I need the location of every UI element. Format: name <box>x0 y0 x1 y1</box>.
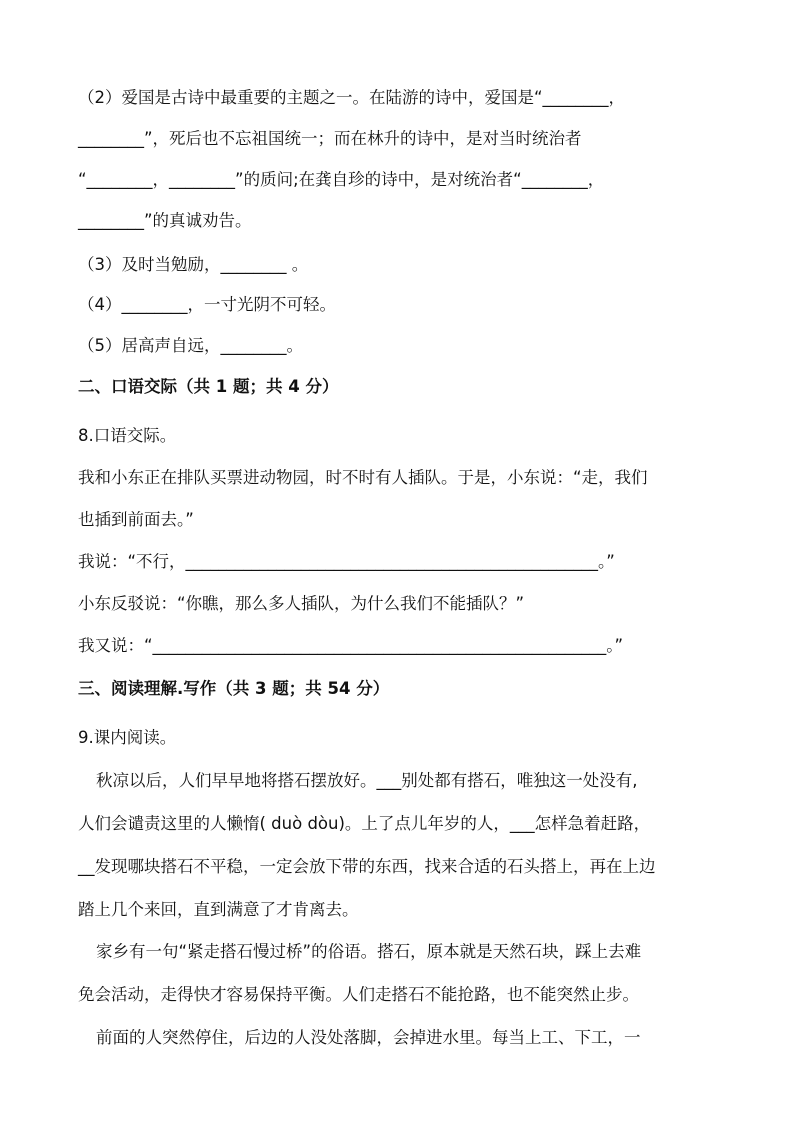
section-3-heading: 三、阅读理解.写作（共 3 题；共 54 分） <box>78 679 390 698</box>
question-8-title: 8.口语交际。 <box>78 426 177 445</box>
passage-line-1: 秋凉以后，人们早早地将搭石摆放好。___别处都有搭石，唯独这一处没有, <box>96 771 638 790</box>
question-7-2-line-3: “________，________”的质问;在龚自珍的诗中，是对统治者“________， <box>78 170 605 189</box>
question-7-5: （5）居高声自远，________。 <box>78 336 303 355</box>
question-7-3: （3）及时当勉励，________ 。 <box>78 255 309 274</box>
question-8-answer-2: 我又说：“_______________________________________________________。” <box>78 636 624 655</box>
question-7-2-line-1: （2）爱国是古诗中最重要的主题之一。在陆游的诗中，爱国是“________， <box>78 88 626 107</box>
question-7-2-line-2: ________”，死后也不忘祖国统一；而在林升的诗中，是对当时统治者 <box>78 129 582 148</box>
passage-line-3: __发现哪块搭石不平稳，一定会放下带的东西，找来合适的石头搭上，再在上边 <box>78 857 656 876</box>
passage-line-4: 踏上几个来回，直到满意了才肯离去。 <box>78 900 359 919</box>
question-7-2-line-4: ________”的真诚劝告。 <box>78 211 252 230</box>
section-2-heading: 二、口语交际（共 1 题；共 4 分） <box>78 377 339 396</box>
question-8-rebuttal: 小东反驳说：“你瞧，那么多人插队，为什么我们不能插队？” <box>78 594 525 613</box>
question-9-title: 9.课内阅读。 <box>78 728 177 747</box>
passage-line-7: 前面的人突然停住，后边的人没处落脚，会掉进水里。每当上工、下工，一 <box>96 1028 641 1047</box>
passage-line-6: 免会活动，走得快才容易保持平衡。人们走搭石不能抢路，也不能突然止步。 <box>78 985 639 1004</box>
passage-line-5: 家乡有一句“紧走搭石慢过桥”的俗语。搭石，原本就是天然石块，踩上去难 <box>96 942 642 961</box>
passage-line-2: 人们会谴责这里的人懒惰( duò dòu)。上了点儿年岁的人，___怎样急着赶路， <box>78 814 651 833</box>
question-8-answer-1: 我说：“不行，__________________________________________________。” <box>78 552 615 571</box>
question-8-text-line-2: 也插到前面去。” <box>78 510 194 529</box>
question-7-4: （4）________，一寸光阴不可轻。 <box>78 295 336 314</box>
question-8-text-line-1: 我和小东正在排队买票进动物园，时不时有人插队。于是，小东说：“走，我们 <box>78 468 648 487</box>
